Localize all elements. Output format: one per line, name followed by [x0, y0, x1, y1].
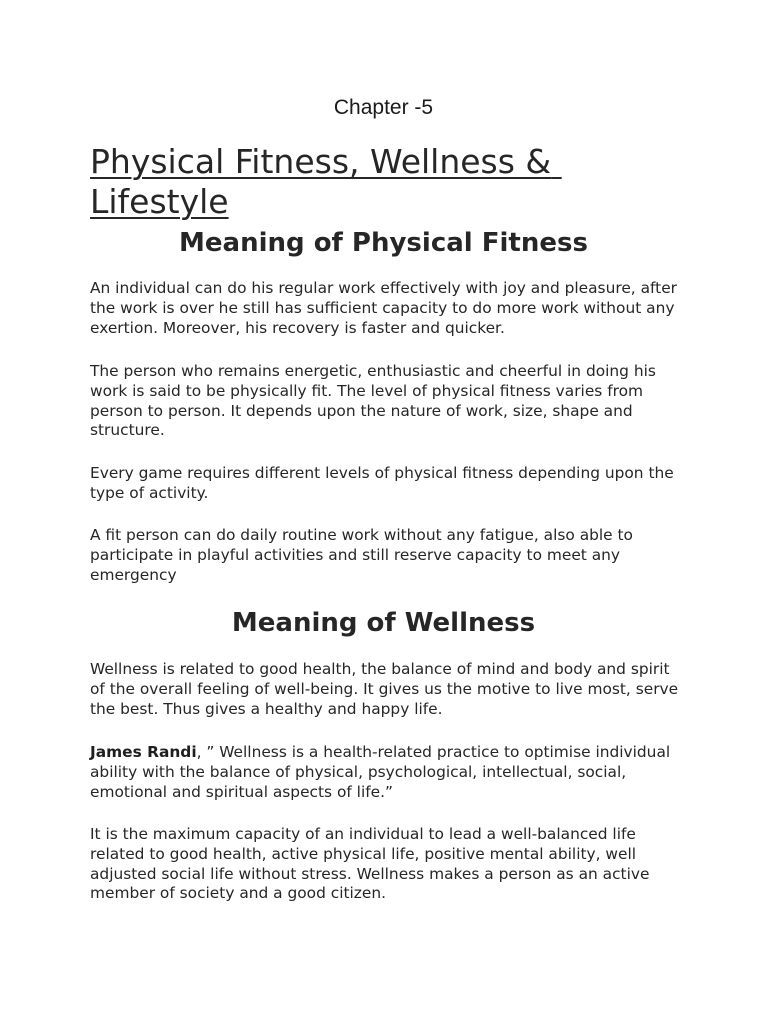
section-heading-wellness: Meaning of Wellness — [231, 608, 536, 638]
document-title: Physical Fitness, Wellness & Lifestyle — [90, 142, 562, 221]
paragraph: Wellness is related to good health, the balance of mind and body and spirit of the overall feeling of well-being. It gives us the motive to live most, serve the best. Thus gives a healthy and happy life. — [90, 660, 679, 718]
paragraph: It is the maximum capacity of an individual to lead a well-balanced life related to good health, active physical life, positive mental ability, well adjusted social life without stress. Wellness makes a person as an active member of society and a good citizen. — [90, 825, 650, 903]
chapter-label: Chapter -5 — [333, 96, 434, 119]
section-heading-physical-fitness: Meaning of Physical Fitness — [179, 228, 588, 258]
paragraph: An individual can do his regular work effectively with joy and pleasure, after the work is over he still has sufficient capacity to do more work without any exertion. Moreover, his recovery is faster and quicker. — [90, 279, 677, 337]
paragraph: The person who remains energetic, enthusiastic and cheerful in doing his work is said to be physically fit. The level of physical fitness varies from person to person. It depends upon the nature of work, size, shape and structure. — [90, 362, 656, 440]
paragraph: A fit person can do daily routine work without any fatigue, also able to participate in playful activities and still reserve capacity to meet any emergency — [90, 526, 633, 584]
paragraph: Every game requires different levels of physical fitness depending upon the type of activity. — [90, 464, 674, 502]
quote-text: , ” Wellness is a health-related practice to optimise individual ability with the balance of physical, psychological, intellectual, social, emotional and spiritual aspects of life.” — [90, 743, 671, 801]
quote-paragraph — [90, 743, 680, 802]
quote-author: James Randi — [90, 743, 197, 761]
